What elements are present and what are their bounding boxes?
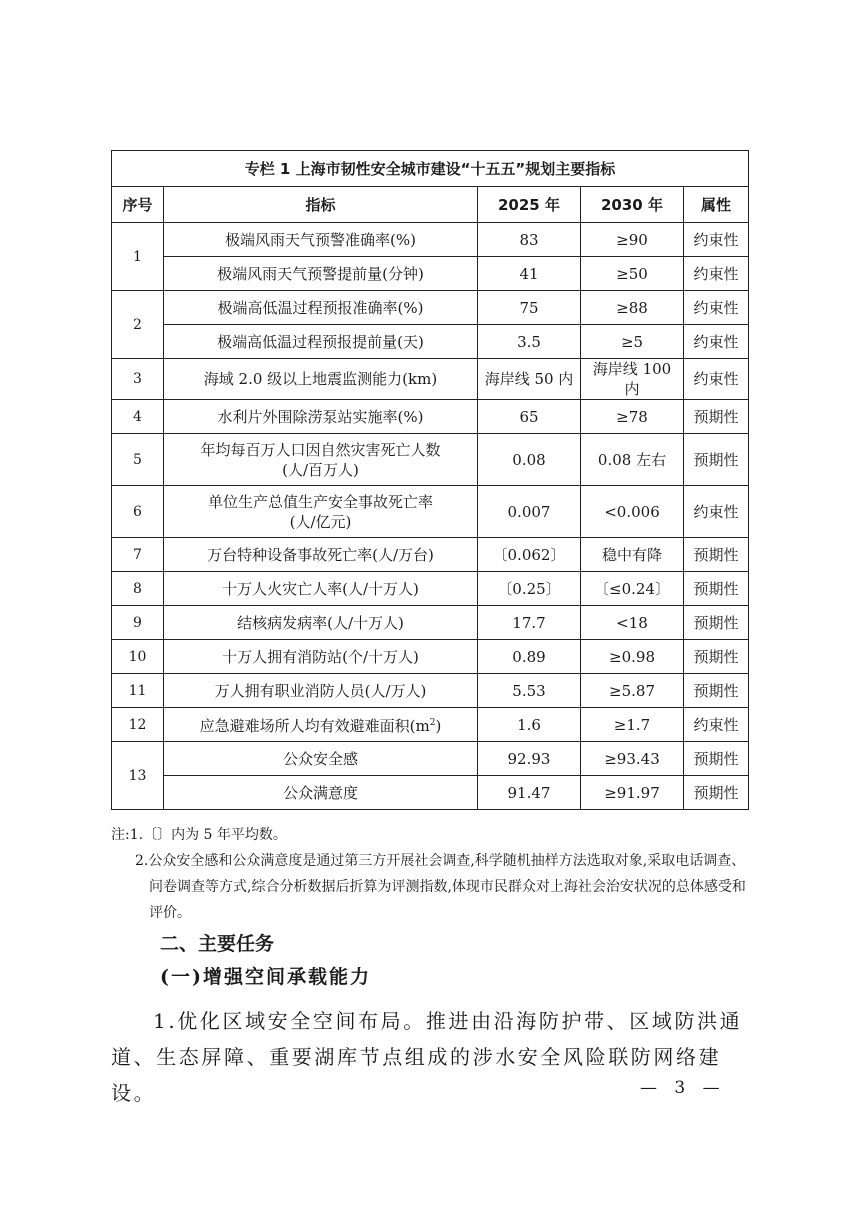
header-seq: 序号 — [112, 187, 164, 223]
row-indicator — [164, 486, 478, 538]
table-row — [112, 776, 749, 810]
table-notes — [111, 822, 751, 926]
row-indicator: 结核病发病率(人/十万人) — [164, 606, 478, 640]
row-2025: 0.007 — [478, 486, 581, 538]
table-row — [112, 572, 749, 606]
row-2025: 0.08 — [478, 434, 581, 486]
row-seq: 8 — [112, 572, 164, 606]
row-attr: 约束性 — [684, 291, 749, 325]
row-indicator: 公众满意度 — [164, 776, 478, 810]
row-2030: 0.08 左右 — [581, 434, 684, 486]
row-indicator: 十万人火灾亡人率(人/十万人) — [164, 572, 478, 606]
row-indicator-superscript: 2 — [429, 718, 436, 728]
row-indicator — [164, 434, 478, 486]
row-seq: 12 — [112, 708, 164, 742]
table-row — [112, 291, 749, 325]
row-seq: 7 — [112, 538, 164, 572]
row-2030: ≥88 — [581, 291, 684, 325]
row-indicator: 海域 2.0 级以上地震监测能力(km) — [164, 359, 478, 400]
row-2025: 41 — [478, 257, 581, 291]
row-attr: 约束性 — [684, 223, 749, 257]
row-2030: ≥78 — [581, 400, 684, 434]
row-2030: ≥90 — [581, 223, 684, 257]
row-indicator: 极端风雨天气预警准确率(%) — [164, 223, 478, 257]
table-row — [112, 674, 749, 708]
row-attr: 约束性 — [684, 325, 749, 359]
subsection-heading: (一)增强空间承载能力 — [160, 966, 371, 988]
row-attr: 预期性 — [684, 742, 749, 776]
table-row — [112, 257, 749, 291]
row-2030: <18 — [581, 606, 684, 640]
row-2030: ≥50 — [581, 257, 684, 291]
table-row — [112, 400, 749, 434]
row-2025: 75 — [478, 291, 581, 325]
row-2030: ≥0.98 — [581, 640, 684, 674]
indicator-table — [111, 150, 749, 810]
row-seq: 5 — [112, 434, 164, 486]
row-attr: 约束性 — [684, 257, 749, 291]
table-row — [112, 359, 749, 400]
row-2025: 92.93 — [478, 742, 581, 776]
body-paragraph: 1.优化区域安全空间布局。推进由沿海防护带、区域防洪通道、生态屏障、重要湖库节点组成的涉水安全风险联防网络建设。 — [111, 1009, 743, 1105]
row-2025: 91.47 — [478, 776, 581, 810]
row-attr: 预期性 — [684, 674, 749, 708]
table-row — [112, 434, 749, 486]
row-seq: 13 — [112, 742, 164, 810]
row-attr: 预期性 — [684, 776, 749, 810]
row-indicator: 极端风雨天气预警提前量(分钟) — [164, 257, 478, 291]
table-header-row — [112, 187, 749, 223]
row-2025: 0.89 — [478, 640, 581, 674]
row-attr: 预期性 — [684, 572, 749, 606]
row-2030: ≥91.97 — [581, 776, 684, 810]
row-2030: ≥5 — [581, 325, 684, 359]
note-1: 注:1.〔〕内为 5 年平均数。 — [111, 827, 287, 843]
row-2025: 海岸线 50 内 — [478, 359, 581, 400]
header-indicator: 指标 — [164, 187, 478, 223]
row-seq: 4 — [112, 400, 164, 434]
row-2030: 〔≤0.24〕 — [581, 572, 684, 606]
row-indicator-line1: 单位生产总值生产安全事故死亡率 — [207, 492, 433, 511]
note-2: 2.公众安全感和公众满意度是通过第三方开展社会调查,科学随机抽样方法选取对象,采取电话调查、问卷调查等方式,综合分析数据后折算为评测指数,体现市民群众对上海社会治安状况的总体感受和评价。 — [135, 853, 746, 921]
table-row — [112, 606, 749, 640]
table-row — [112, 325, 749, 359]
table-row — [112, 486, 749, 538]
row-indicator: 水利片外围除涝泵站实施率(%) — [164, 400, 478, 434]
table-caption: 专栏 1 上海市韧性安全城市建设“十五五”规划主要指标 — [112, 151, 749, 187]
table-row — [112, 223, 749, 257]
header-attr: 属性 — [684, 187, 749, 223]
row-seq: 6 — [112, 486, 164, 538]
row-seq: 1 — [112, 223, 164, 291]
row-2030: <0.006 — [581, 486, 684, 538]
row-seq: 10 — [112, 640, 164, 674]
row-2025: 83 — [478, 223, 581, 257]
row-seq: 2 — [112, 291, 164, 359]
row-indicator: 极端高低温过程预报提前量(天) — [164, 325, 478, 359]
row-2025: 65 — [478, 400, 581, 434]
table-row — [112, 742, 749, 776]
row-attr: 约束性 — [684, 708, 749, 742]
table-row — [112, 708, 749, 742]
row-indicator-text: 应急避难场所人均有效避难面积(m — [199, 717, 430, 735]
row-seq: 9 — [112, 606, 164, 640]
row-indicator-line2: (人/亿元) — [289, 512, 352, 531]
table-row — [112, 640, 749, 674]
row-indicator-tail: ) — [435, 717, 442, 735]
row-indicator: 极端高低温过程预报准确率(%) — [164, 291, 478, 325]
row-attr: 约束性 — [684, 359, 749, 400]
row-attr: 预期性 — [684, 538, 749, 572]
row-attr: 预期性 — [684, 606, 749, 640]
row-seq: 11 — [112, 674, 164, 708]
row-attr: 预期性 — [684, 434, 749, 486]
row-indicator — [164, 708, 478, 742]
row-2030: ≥93.43 — [581, 742, 684, 776]
row-2025: 1.6 — [478, 708, 581, 742]
row-attr: 预期性 — [684, 640, 749, 674]
row-indicator-line1: 年均每百万人口因自然灾害死亡人数 — [200, 440, 441, 459]
section-heading: 二、主要任务 — [160, 933, 275, 955]
row-2025: 17.7 — [478, 606, 581, 640]
row-2030: 海岸线 100 内 — [581, 359, 684, 400]
row-2025: 〔0.062〕 — [478, 538, 581, 572]
table-row — [112, 538, 749, 572]
row-indicator: 公众安全感 — [164, 742, 478, 776]
row-2025: 〔0.25〕 — [478, 572, 581, 606]
row-2030: ≥1.7 — [581, 708, 684, 742]
row-2030: ≥5.87 — [581, 674, 684, 708]
header-2030: 2030 年 — [581, 187, 684, 223]
row-seq: 3 — [112, 359, 164, 400]
row-indicator: 万人拥有职业消防人员(人/万人) — [164, 674, 478, 708]
row-attr: 约束性 — [684, 486, 749, 538]
row-indicator-line2: (人/百万人) — [282, 460, 359, 479]
header-2025: 2025 年 — [478, 187, 581, 223]
row-indicator: 十万人拥有消防站(个/十万人) — [164, 640, 478, 674]
row-indicator: 万台特种设备事故死亡率(人/万台) — [164, 538, 478, 572]
page-number: — 3 — — [640, 1078, 726, 1098]
row-2030: 稳中有降 — [581, 538, 684, 572]
row-2025: 5.53 — [478, 674, 581, 708]
row-attr: 预期性 — [684, 400, 749, 434]
row-2025: 3.5 — [478, 325, 581, 359]
